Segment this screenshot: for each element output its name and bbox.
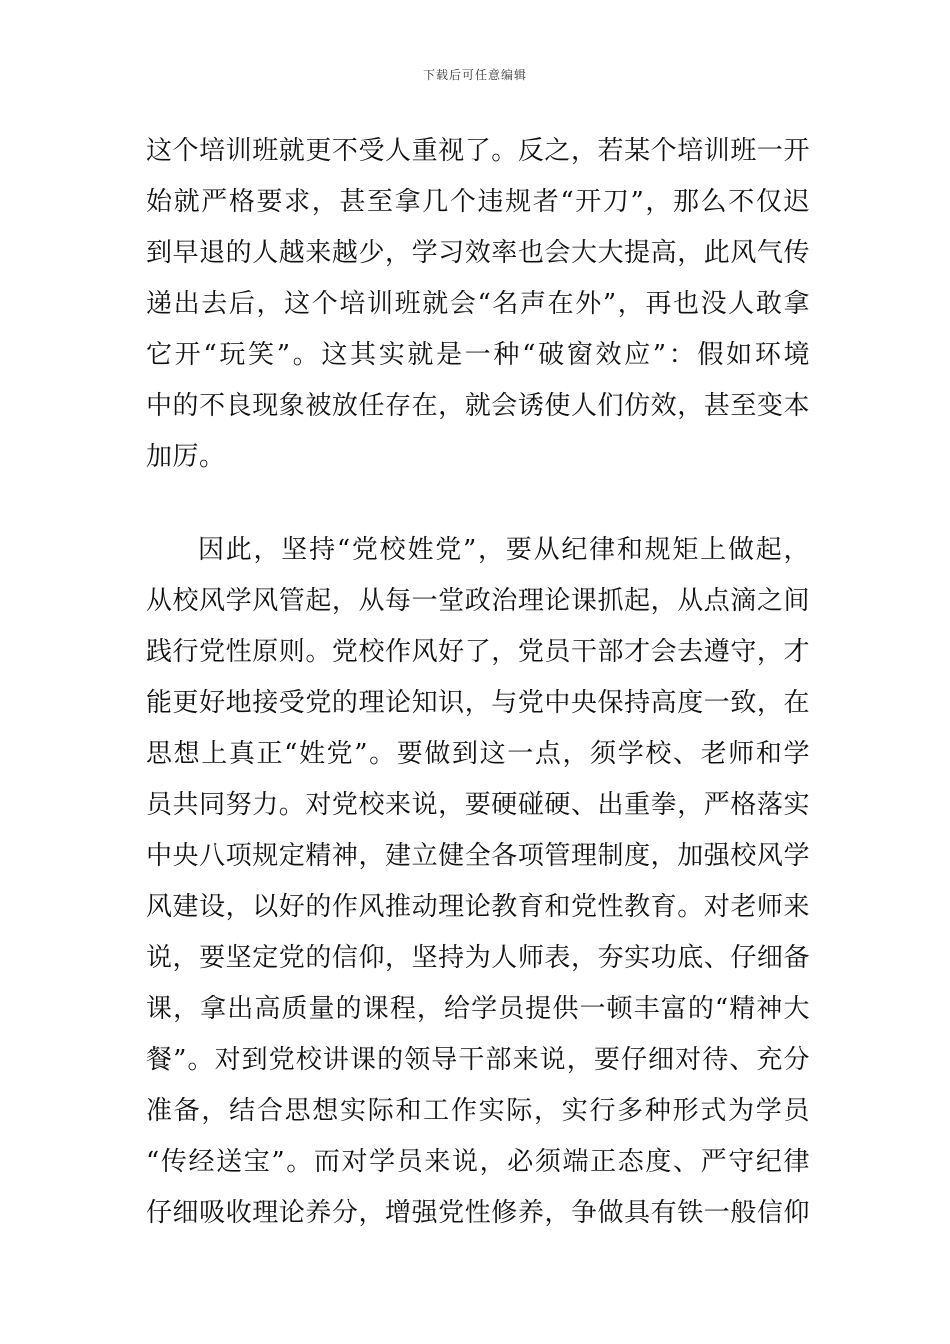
paragraph-1 [146,126,810,483]
paragraph-2-line: 课，拿出高质量的课程，给学员提供一顿丰富的“精神大 [146,994,810,1024]
paragraph-2-line: 说，要坚定党的信仰，坚持为人师表，夯实功底、仔细备 [146,943,810,973]
paragraph-2-line: 准备，结合思想实际和工作实际，实行多种形式为学员 [146,1096,810,1126]
paragraph-1-line: 加厉。 [146,442,226,472]
paragraph-1-line: 中的不良现象被放任存在，就会诱使人们仿效，甚至变本 [146,391,810,421]
paragraph-1-line: 递出去后，这个培训班就会“名声在外”，再也没人敢拿 [146,289,810,319]
paragraph-2-line: 餐”。对到党校讲课的领导干部来说，要仔细对待、充分 [146,1045,810,1075]
paragraph-2-line: 员共同努力。对党校来说，要硬碰硬、出重拳，严格落实 [146,790,810,820]
paragraph-2 [146,525,810,1239]
paragraph-2-line: 因此，坚持“党校姓党”，要从纪律和规矩上做起， [198,535,810,565]
paragraph-2-line: 风建设，以好的作风推动理论教育和党性教育。对老师来 [146,892,810,922]
paragraph-2-line: 践行党性原则。党校作风好了，党员干部才会去遵守，才 [146,637,810,667]
paragraph-1-line: 到早退的人越来越少，学习效率也会大大提高，此风气传 [146,238,810,268]
paragraph-2-line: 中央八项规定精神，建立健全各项管理制度，加强校风学 [146,841,810,871]
paragraph-2-line: 仔细吸收理论养分，增强党性修养，争做具有铁一般信仰 [146,1198,810,1228]
paragraph-1-line: 这个培训班就更不受人重视了。反之，若某个培训班一开 [146,136,810,166]
paragraph-2-line: 能更好地接受党的理论知识，与党中央保持高度一致，在 [146,688,810,718]
paragraph-2-line: 思想上真正“姓党”。要做到这一点，须学校、老师和学 [146,739,810,769]
page-header-note: 下载后可任意编辑 [422,68,527,82]
paragraph-1-line: 它开“玩笑”。这其实就是一种“破窗效应”：假如环境 [146,340,810,370]
paragraph-2-line: “传经送宝”。而对学员来说，必须端正态度、严守纪律 [146,1147,810,1177]
paragraph-2-line: 从校风学风管起，从每一堂政治理论课抓起，从点滴之间 [146,586,810,616]
paragraph-1-line: 始就严格要求，甚至拿几个违规者“开刀”，那么不仅迟 [146,187,810,217]
